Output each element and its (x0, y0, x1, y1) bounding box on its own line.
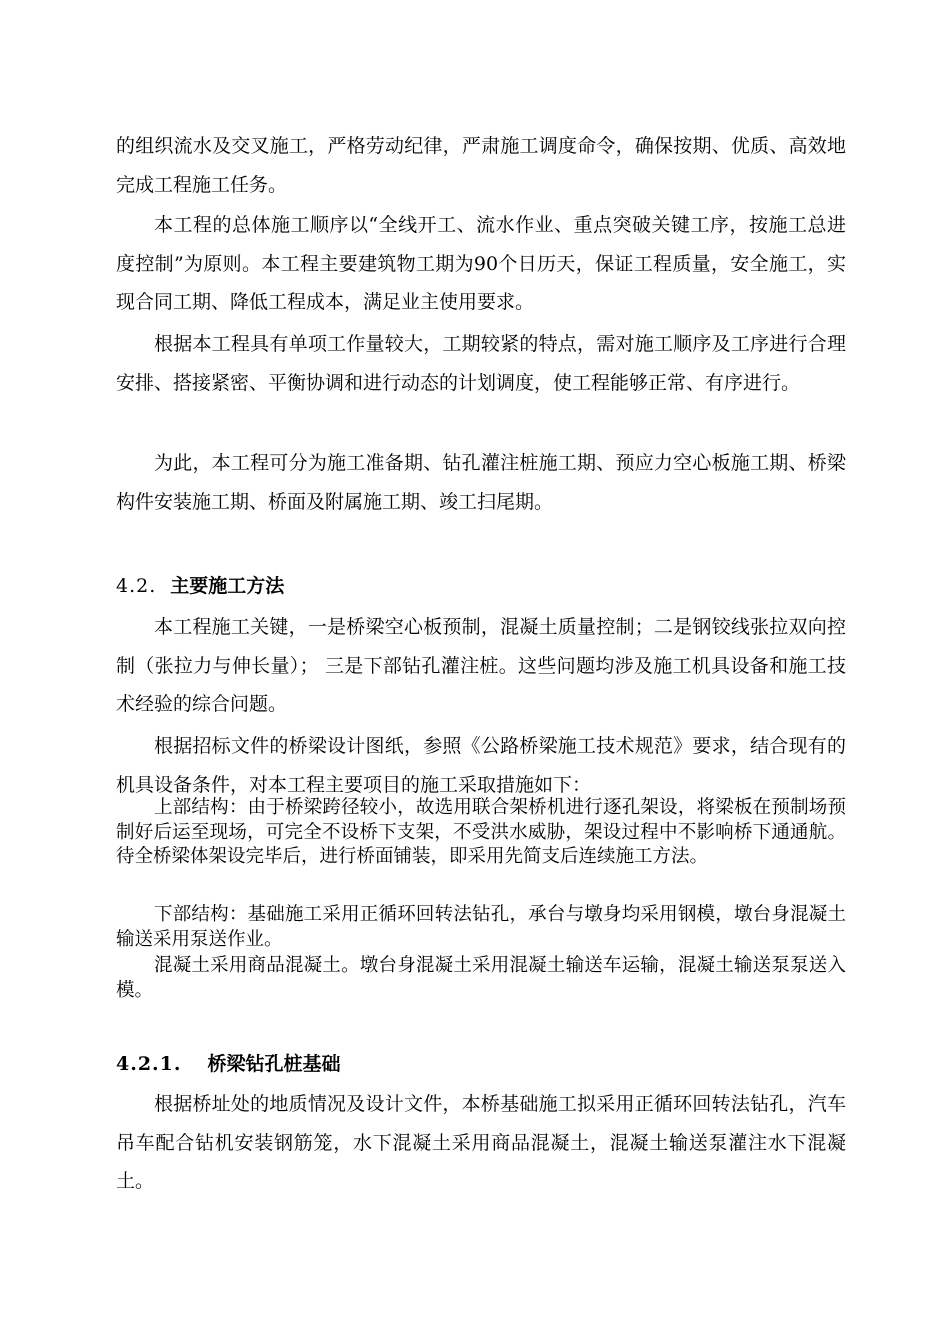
paragraph-measures-intro: 根据招标文件的桥梁设计图纸，参照《公路桥梁施工技术规范》要求，结合现有的机具设备条件，对本工程主要项目的施工采取措施如下： (116, 735, 846, 796)
section-title: 主要施工方法 (170, 575, 285, 597)
paragraph-key-points: 本工程施工关键，一是桥梁空心板预制，混凝土质量控制；二是钢铰线张拉双向控制（张拉力与伸长量）； 三是下部钻孔灌注桩。这些问题均涉及施工机具设备和施工技术经验的综合问题。 (116, 616, 846, 715)
paragraph-intro-continuation: 的组织流水及交叉施工，严格劳动纪律，严肃施工调度命令，确保按期、优质、高效地完成工程施工任务。 (116, 135, 846, 196)
section-heading-4-2-1 (116, 1045, 341, 1083)
subsection-title: 桥梁钻孔桩基础 (207, 1053, 341, 1075)
section-number: 4.2. (116, 575, 157, 597)
paragraph-pile-foundation: 根据桥址处的地质情况及设计文件，本桥基础施工拟采用正循环回转法钻孔，汽车吊车配合钻机安装钢筋笼，水下混凝土采用商品混凝土，混凝土输送泵灌注水下混凝土。 (116, 1093, 846, 1192)
subsection-number: 4.2.1. (116, 1053, 182, 1075)
paragraph-concrete: 混凝土采用商品混凝土。墩台身混凝土采用混凝土输送车运输，混凝土输送泵泵送入模。 (116, 955, 846, 1001)
paragraph-substructure: 下部结构：基础施工采用正循环回转法钻孔，承台与墩身均采用钢模，墩台身混凝土输送采用泵送作业。 (116, 904, 846, 950)
section-heading-4-2 (116, 567, 284, 605)
paragraph-overall-sequence: 本工程的总体施工顺序以“全线开工、流水作业、重点突破关键工序，按施工总进度控制”为原则。本工程主要建筑物工期为90个日历天，保证工程质量，安全施工，实现合同工期、降低工程成本，满足业主使用要求。 (116, 214, 846, 313)
paragraph-superstructure: 上部结构：由于桥梁跨径较小，故选用联合架桥机进行逐孔架设，将梁板在预制场预制好后运至现场，可完全不设桥下支架，不受洪水威胁，架设过程中不影响桥下通通航。待全桥梁体架设完毕后，进行桥面铺装，即采用先简支后连续施工方法。 (116, 797, 846, 867)
paragraph-phases: 为此，本工程可分为施工准备期、钻孔灌注桩施工期、预应力空心板施工期、桥梁构件安装施工期、桥面及附属施工期、竣工扫尾期。 (116, 452, 846, 513)
paragraph-scheduling: 根据本工程具有单项工作量较大，工期较紧的特点，需对施工顺序及工序进行合理安排、搭接紧密、平衡协调和进行动态的计划调度，使工程能够正常、有序进行。 (116, 333, 846, 394)
